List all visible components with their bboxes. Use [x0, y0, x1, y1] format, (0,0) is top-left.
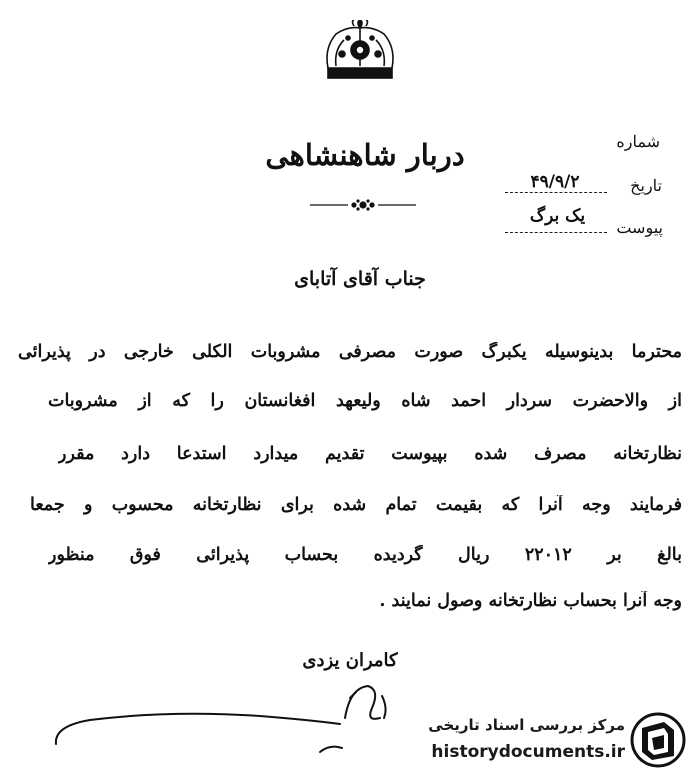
body-line: نظارتخانه مصرف شده بپیوست تقدیم میدارد استدعا دارد مقرر — [58, 444, 682, 464]
handwritten-signature-icon — [50, 678, 410, 758]
attachment-label: پیوست — [616, 218, 663, 237]
court-title: دربار شاهنشاهی — [265, 138, 465, 172]
number-label: شماره — [616, 132, 660, 151]
salutation: جناب آقای آتابای — [294, 268, 426, 290]
body-line: محترما بدینوسیله یکبرگ صورت مصرفی مشروبات الکلی خارجی در پذیرائی — [18, 342, 682, 362]
attachment-underline — [505, 232, 607, 233]
watermark-url: historydocuments.ir — [431, 742, 625, 762]
pahlavi-crown-icon — [318, 20, 402, 82]
body-line: وجه آنرا بحساب نظارتخانه وصول نمایند . — [379, 591, 682, 611]
watermark-title: مرکز بررسی اسناد تاریخی — [428, 716, 625, 734]
archive-logo-icon — [630, 712, 686, 768]
ornamental-divider-icon — [308, 198, 418, 212]
body-line: از والاحضرت سردار احمد شاه ولیعهد افغانستان را که از مشروبات — [48, 391, 682, 411]
date-underline — [505, 192, 607, 193]
signatory-name: کامران یزدی — [302, 650, 398, 671]
body-line: فرمایند وجه آنرا که بقیمت تمام شده برای نظارتخانه محسوب و جمعا — [30, 495, 682, 515]
body-line: بالغ بر ۲۲۰۱۲ ریال گردیده بحساب پذیرائی فوق منظور — [48, 545, 682, 565]
date-value: ۴۹/۹/۲ — [530, 172, 580, 192]
date-label: تاریخ — [630, 176, 662, 195]
attachment-value: یک برگ — [529, 206, 586, 226]
